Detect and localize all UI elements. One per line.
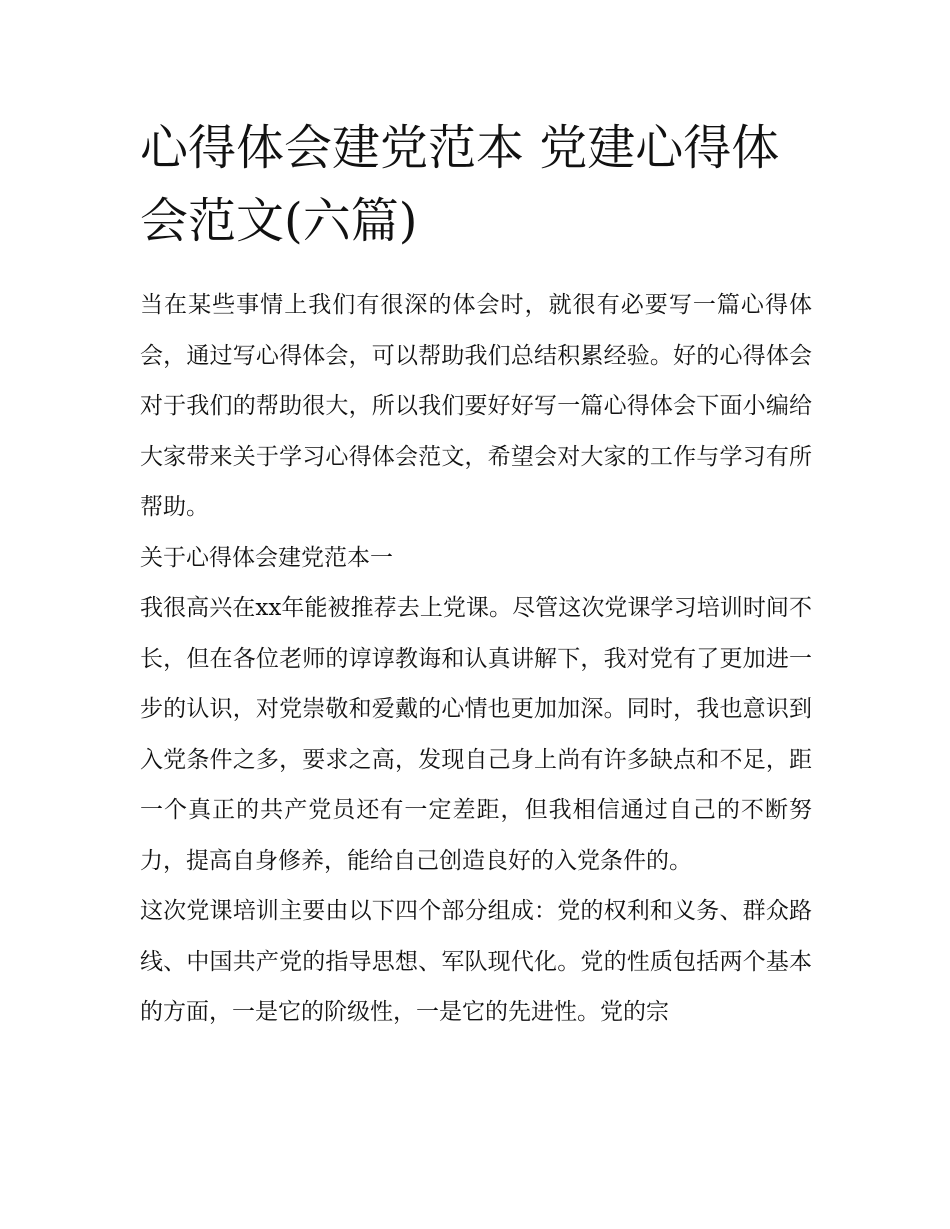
intro-paragraph: 当在某些事情上我们有很深的体会时，就很有必要写一篇心得体会，通过写心得体会，可以帮助我们总结积累经验。好的心得体会对于我们的帮助很大，所以我们要好好写一篇心得体会下面小编给大家带来关于学习心得体会范文，希望会对大家的工作与学习有所帮助。 (140, 292, 812, 520)
document-page (140, 112, 812, 1038)
section-heading: 关于心得体会建党范本一 (140, 544, 393, 571)
body-paragraph: 我很高兴在xx年能被推荐去上党课。尽管这次党课学习培训时间不长，但在各位老师的谆谆教诲和认真讲解下，我对党有了更加进一步的认识，对党崇敬和爱戴的心情也更加加深。同时，我也意识到入党条件之多，要求之高，发现自己身上尚有许多缺点和不足，距一个真正的共产党员还有一定差距，但我相信通过自己的不断努力，提高自身修养，能给自己创造良好的入党条件的。 (140, 595, 812, 874)
document-title: 心得体会建党范本 党建心得体会范文(六篇) (140, 120, 780, 249)
body-paragraph: 这次党课培训主要由以下四个部分组成：党的权利和义务、群众路线、中国共产党的指导思想、军队现代化。党的性质包括两个基本的方面，一是它的阶级性，一是它的先进性。党的宗 (140, 898, 812, 1025)
